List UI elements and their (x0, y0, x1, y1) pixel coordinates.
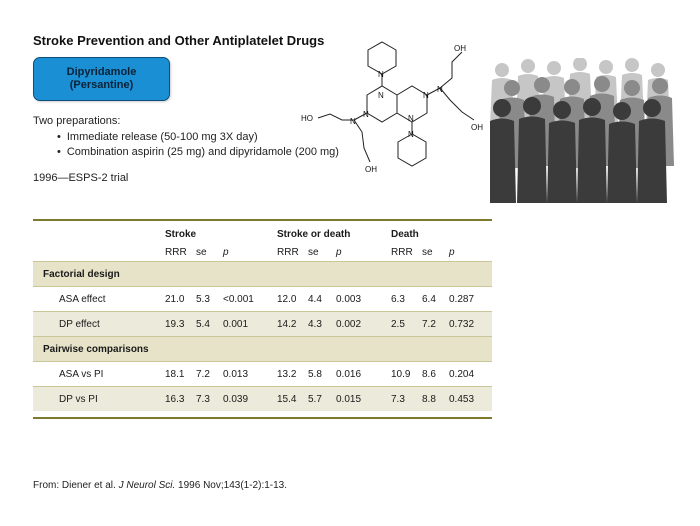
hydroxyl-label: OH (365, 165, 377, 174)
table-cell: 5.7 (308, 394, 322, 405)
table-section-row (33, 261, 492, 286)
row-label: ASA effect (59, 294, 106, 305)
table-cell: 2.5 (391, 319, 405, 330)
row-label: DP effect (59, 319, 100, 330)
citation-authors: From: Diener et al. (33, 480, 119, 491)
slide-title: Stroke Prevention and Other Antiplatelet Drugs (33, 33, 325, 48)
row-label: ASA vs PI (59, 369, 104, 380)
row-label: DP vs PI (59, 394, 98, 405)
drug-name-box (33, 57, 170, 101)
table-cell: 13.2 (277, 369, 297, 380)
table-cell: 0.453 (449, 394, 475, 405)
table-cell: 6.3 (391, 294, 405, 305)
table-section-row (33, 336, 492, 361)
crowd-silhouette-image (490, 58, 675, 203)
column-header-p: p (336, 247, 342, 258)
table-row (33, 361, 492, 386)
citation-journal: J Neurol Sci. (118, 480, 176, 491)
results-table (33, 219, 492, 419)
trial-label: 1996—ESPS-2 trial (33, 172, 129, 184)
column-header-rrr: RRR (165, 247, 187, 258)
table-cell: 0.002 (336, 319, 362, 330)
table-cell: 0.013 (223, 369, 249, 380)
drug-brand-name: (Persantine) (69, 79, 134, 91)
table-cell: 7.2 (196, 369, 210, 380)
dipyridamole-structure-diagram (292, 38, 492, 183)
table-cell: 0.204 (449, 369, 475, 380)
table-cell: 5.8 (308, 369, 322, 380)
column-header-p: p (449, 247, 455, 258)
table-cell: 0.287 (449, 294, 475, 305)
table-cell: 0.015 (336, 394, 362, 405)
section-title: Factorial design (43, 269, 120, 280)
table-cell: 0.039 (223, 394, 249, 405)
table-cell: 0.732 (449, 319, 475, 330)
table-cell: 10.9 (391, 369, 411, 380)
nitrogen-label: N (408, 130, 414, 139)
table-cell: 12.0 (277, 294, 297, 305)
table-cell: 7.2 (422, 319, 436, 330)
table-cell: 5.3 (196, 294, 210, 305)
table-cell: 15.4 (277, 394, 297, 405)
table-row (33, 311, 492, 336)
table-cell: <0.001 (223, 294, 254, 305)
table-cell: 4.4 (308, 294, 322, 305)
table-cell: 18.1 (165, 369, 185, 380)
table-cell: 6.4 (422, 294, 436, 305)
table-cell: 8.8 (422, 394, 436, 405)
table-cell: 19.3 (165, 319, 185, 330)
section-title: Pairwise comparisons (43, 344, 149, 355)
table-body (33, 261, 492, 411)
table-cell: 4.3 (308, 319, 322, 330)
preparation-item: • Immediate release (50-100 mg 3X day) (57, 130, 339, 146)
table-header (33, 221, 492, 261)
column-group-stroke: Stroke (165, 229, 197, 240)
citation (33, 480, 287, 491)
table-row (33, 286, 492, 311)
table-row (33, 386, 492, 411)
column-header-se: se (308, 247, 319, 258)
nitrogen-label: N (423, 91, 429, 100)
table-cell: 5.4 (196, 319, 210, 330)
citation-details: 1996 Nov;143(1-2):1-13. (175, 480, 288, 491)
table-cell: 21.0 (165, 294, 185, 305)
table-cell: 7.3 (196, 394, 210, 405)
hydroxyl-label: OH (454, 44, 466, 53)
column-header-rrr: RRR (391, 247, 413, 258)
column-header-p: p (223, 247, 229, 258)
preparations-heading: Two preparations: (33, 115, 121, 127)
nitrogen-label: N (408, 114, 414, 123)
nitrogen-label: N (437, 85, 443, 94)
table-cell: 8.6 (422, 369, 436, 380)
nitrogen-label: N (378, 70, 384, 79)
table-cell: 0.001 (223, 319, 249, 330)
nitrogen-label: N (350, 117, 356, 126)
nitrogen-label: N (378, 91, 384, 100)
table-bottom-rule (33, 417, 492, 419)
preparation-item: • Combination aspirin (25 mg) and dipyridamole (200 mg) (57, 145, 339, 161)
table-cell: 0.003 (336, 294, 362, 305)
table-cell: 7.3 (391, 394, 405, 405)
column-header-se: se (196, 247, 207, 258)
column-group-stroke-or-death: Stroke or death (277, 229, 351, 240)
table-cell: 0.016 (336, 369, 362, 380)
table-cell: 14.2 (277, 319, 297, 330)
hydroxyl-label: HO (301, 114, 313, 123)
hydroxyl-label: OH (471, 123, 483, 132)
column-group-death: Death (391, 229, 419, 240)
column-header-se: se (422, 247, 433, 258)
table-cell: 16.3 (165, 394, 185, 405)
drug-name: Dipyridamole (66, 66, 137, 78)
column-header-rrr: RRR (277, 247, 299, 258)
nitrogen-label: N (363, 110, 369, 119)
